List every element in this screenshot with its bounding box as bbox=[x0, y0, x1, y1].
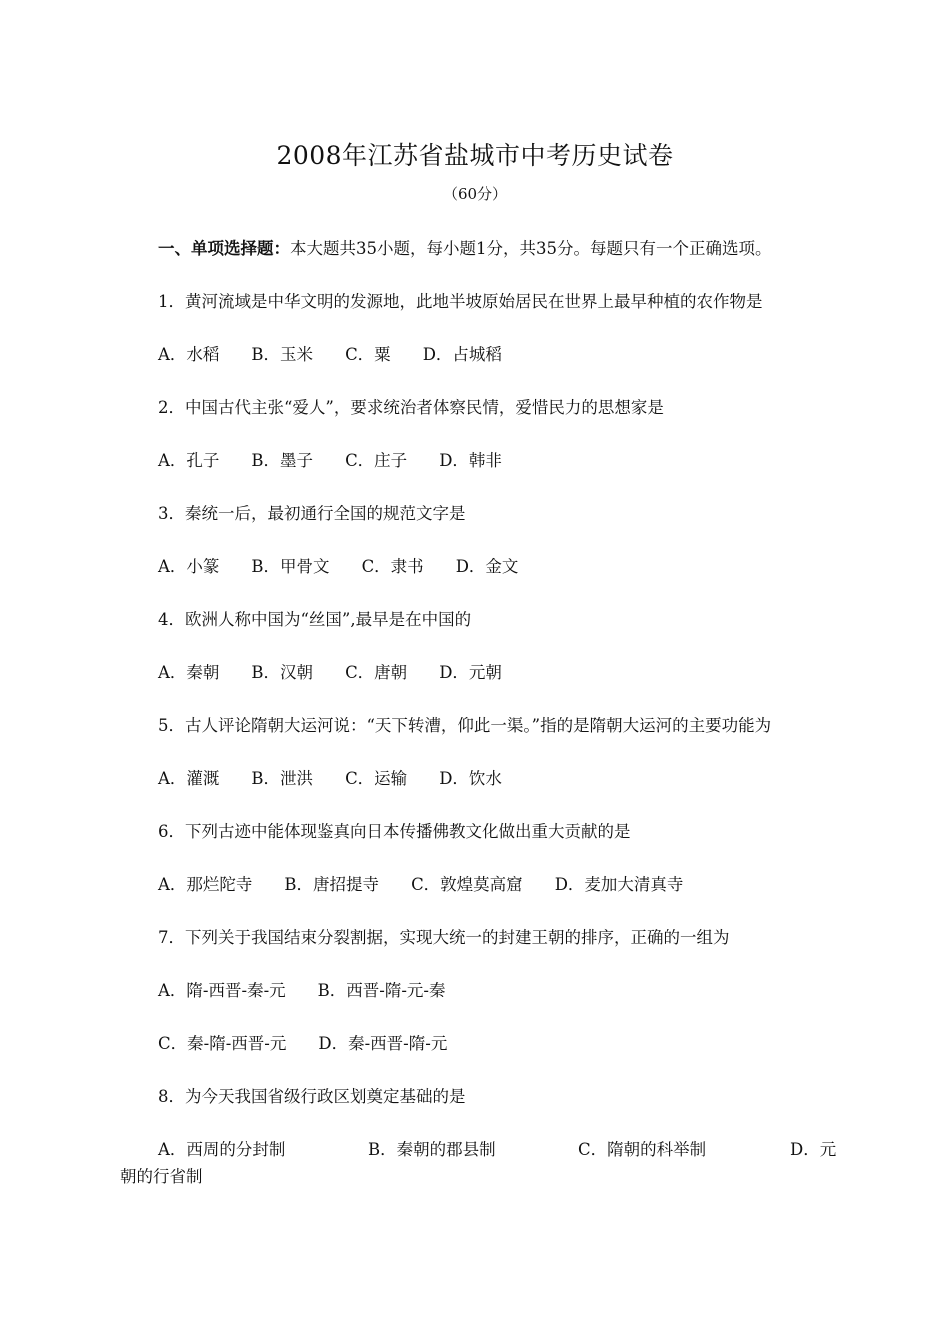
option-c: C．隶书 bbox=[361, 557, 424, 576]
option-b: B．墨子 bbox=[251, 451, 314, 470]
question-options bbox=[158, 980, 446, 1002]
option-c: C．运输 bbox=[345, 769, 408, 788]
question-stem: 2．中国古代主张“爱人”，要求统治者体察民情，爱惜民力的思想家是 bbox=[158, 398, 664, 417]
option-b: B．汉朝 bbox=[251, 663, 314, 682]
question-stem: 5．古人评论隋朝大运河说：“天下转漕，仰此一渠。”指的是隋朝大运河的主要功能为 bbox=[158, 716, 772, 735]
option-d-continuation: 朝的行省制 bbox=[120, 1167, 203, 1186]
option-c: C．粟 bbox=[345, 345, 391, 364]
option-b: B．泄洪 bbox=[251, 769, 314, 788]
option-d: D．饮水 bbox=[439, 769, 502, 788]
option-a: A．水稻 bbox=[158, 345, 220, 364]
question-stem: 7．下列关于我国结束分裂割据，实现大统一的封建王朝的排序，正确的一组为 bbox=[158, 928, 730, 947]
question-stem: 4．欧洲人称中国为“丝国”,最早是在中国的 bbox=[158, 610, 472, 629]
option-c: C．隋朝的科举制 bbox=[578, 1140, 707, 1159]
option-d: D．元 bbox=[790, 1140, 837, 1159]
option-a: A．那烂陀寺 bbox=[158, 875, 253, 894]
question-stem: 6．下列古迹中能体现鉴真向日本传播佛教文化做出重大贡献的是 bbox=[158, 822, 631, 841]
option-a: A．隋-西晋-秦-元 bbox=[158, 981, 286, 1000]
option-d: D．占城稻 bbox=[422, 345, 502, 364]
option-d: D．元朝 bbox=[439, 663, 502, 682]
option-c: C．唐朝 bbox=[345, 663, 408, 682]
option-b: B．玉米 bbox=[251, 345, 314, 364]
question-options bbox=[158, 768, 502, 790]
section-heading bbox=[158, 238, 772, 260]
question-options bbox=[158, 1033, 447, 1055]
option-b: B．秦朝的郡县制 bbox=[368, 1140, 496, 1159]
question-options bbox=[158, 556, 518, 578]
section-instruction: 本大题共35小题，每小题1分，共35分。每题只有一个正确选项。 bbox=[290, 239, 772, 258]
option-c: C．庄子 bbox=[345, 451, 408, 470]
option-c: C．敦煌莫高窟 bbox=[411, 875, 523, 894]
option-b: B．甲骨文 bbox=[251, 557, 330, 576]
score-label: （60分） bbox=[442, 185, 508, 203]
page-title: 2008年江苏省盐城市中考历史试卷 bbox=[276, 141, 674, 170]
section-title: 一、单项选择题： bbox=[158, 239, 290, 258]
question-options bbox=[158, 450, 502, 472]
question-stem: 1．黄河流域是中华文明的发源地，此地半坡原始居民在世界上最早种植的农作物是 bbox=[158, 292, 763, 311]
option-a: A．小篆 bbox=[158, 557, 220, 576]
option-c: C．秦-隋-西晋-元 bbox=[158, 1034, 287, 1053]
option-d: D．韩非 bbox=[439, 451, 502, 470]
question-options bbox=[158, 662, 502, 684]
option-b: B．唐招提寺 bbox=[284, 875, 380, 894]
option-a: A．秦朝 bbox=[158, 663, 220, 682]
option-d: D．秦-西晋-隋-元 bbox=[318, 1034, 448, 1053]
question-stem: 3．秦统一后，最初通行全国的规范文字是 bbox=[158, 504, 466, 523]
option-d: D．麦加大清真寺 bbox=[554, 875, 684, 894]
option-d: D．金文 bbox=[455, 557, 519, 576]
question-options bbox=[158, 344, 502, 366]
question-stem: 8．为今天我国省级行政区划奠定基础的是 bbox=[158, 1087, 466, 1106]
option-a: A．孔子 bbox=[158, 451, 220, 470]
question-options bbox=[158, 874, 683, 896]
option-a: A．西周的分封制 bbox=[158, 1140, 286, 1159]
option-a: A．灌溉 bbox=[158, 769, 220, 788]
option-b: B．西晋-隋-元-秦 bbox=[317, 981, 446, 1000]
